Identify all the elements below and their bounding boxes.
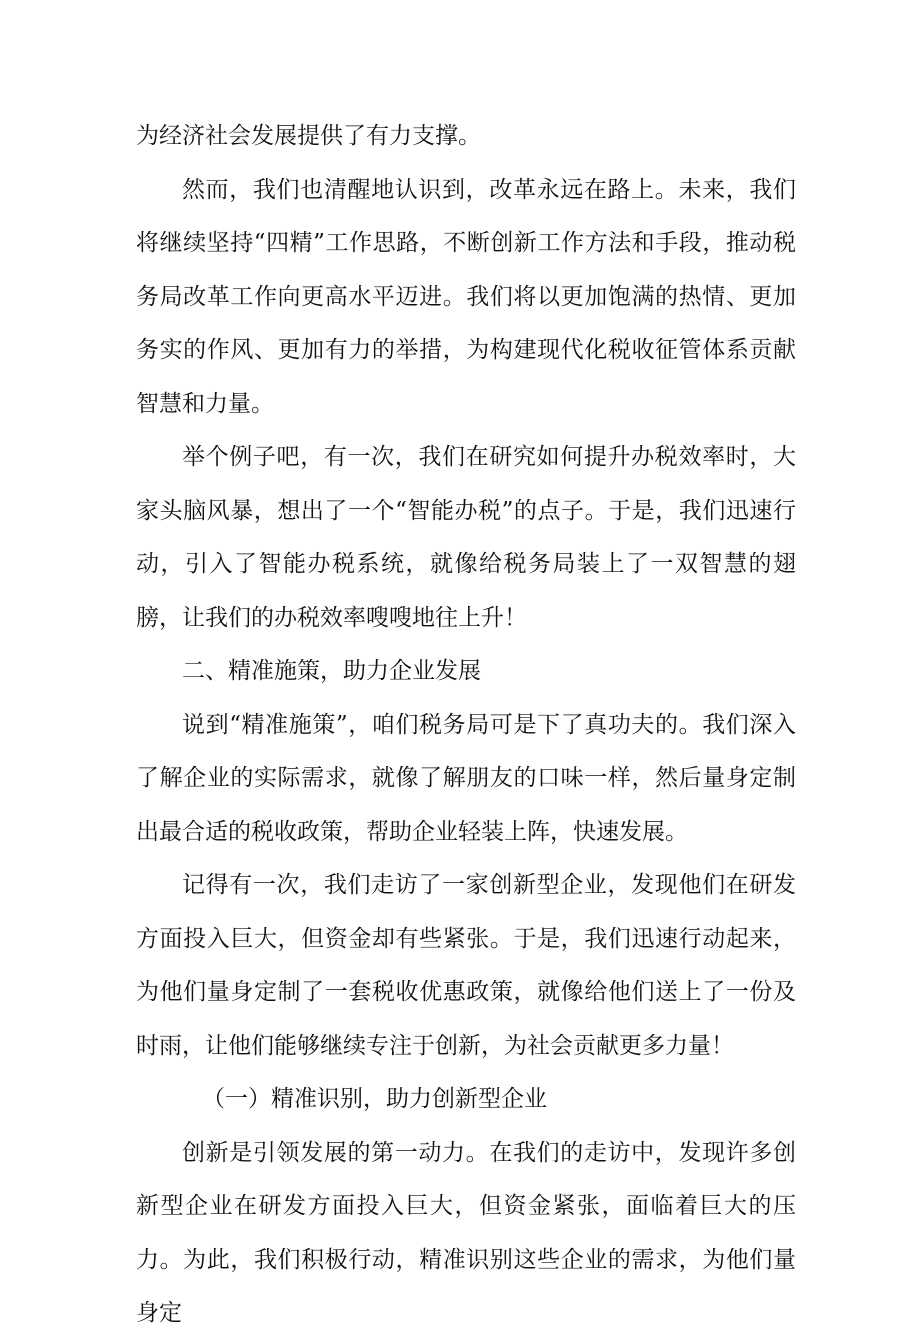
section-heading-precise-policy: 二、精准施策，助力企业发展 bbox=[182, 658, 481, 684]
paragraph-smart-tax-example: 举个例子吧，有一次，我们在研究如何提升办税效率时，大家头脑风暴，想出了一个“智能办税”的点子。于是，我们迅速行动，引入了智能办税系统，就像给税务局装上了一双智慧的翅膀，让我们的办税效率嗖嗖地往上升！ bbox=[136, 444, 796, 631]
document-body bbox=[136, 110, 796, 1341]
paragraph-continuation: 为经济社会发展提供了有力支撑。 bbox=[136, 123, 481, 149]
paragraph-innovation-driver: 创新是引领发展的第一动力。在我们的走访中，发现许多创新型企业在研发方面投入巨大，但资金紧张，面临着巨大的压力。为此，我们积极行动，精准识别这些企业的需求，为他们量身定 bbox=[136, 1139, 796, 1326]
subsection-heading-precise-identification: （一）精准识别，助力创新型企业 bbox=[202, 1086, 547, 1112]
paragraph-reform-outlook: 然而，我们也清醒地认识到，改革永远在路上。未来，我们将继续坚持“四精”工作思路，不断创新工作方法和手段，推动税务局改革工作向更高水平迈进。我们将以更加饱满的热情、更加务实的作风、更加有力的举措，为构建现代化税收征管体系贡献智慧和力量。 bbox=[136, 176, 796, 417]
paragraph-precise-policy: 说到“精准施策”，咱们税务局可是下了真功夫的。我们深入了解企业的实际需求，就像了解朋友的口味一样，然后量身定制出最合适的税收政策，帮助企业轻装上阵，快速发展。 bbox=[136, 711, 796, 845]
paragraph-innovative-enterprise-visit: 记得有一次，我们走访了一家创新型企业，发现他们在研发方面投入巨大，但资金却有些紧张。于是，我们迅速行动起来，为他们量身定制了一套税收优惠政策，就像给他们送上了一份及时雨，让他们能够继续专注于创新，为社会贡献更多力量！ bbox=[136, 872, 796, 1059]
